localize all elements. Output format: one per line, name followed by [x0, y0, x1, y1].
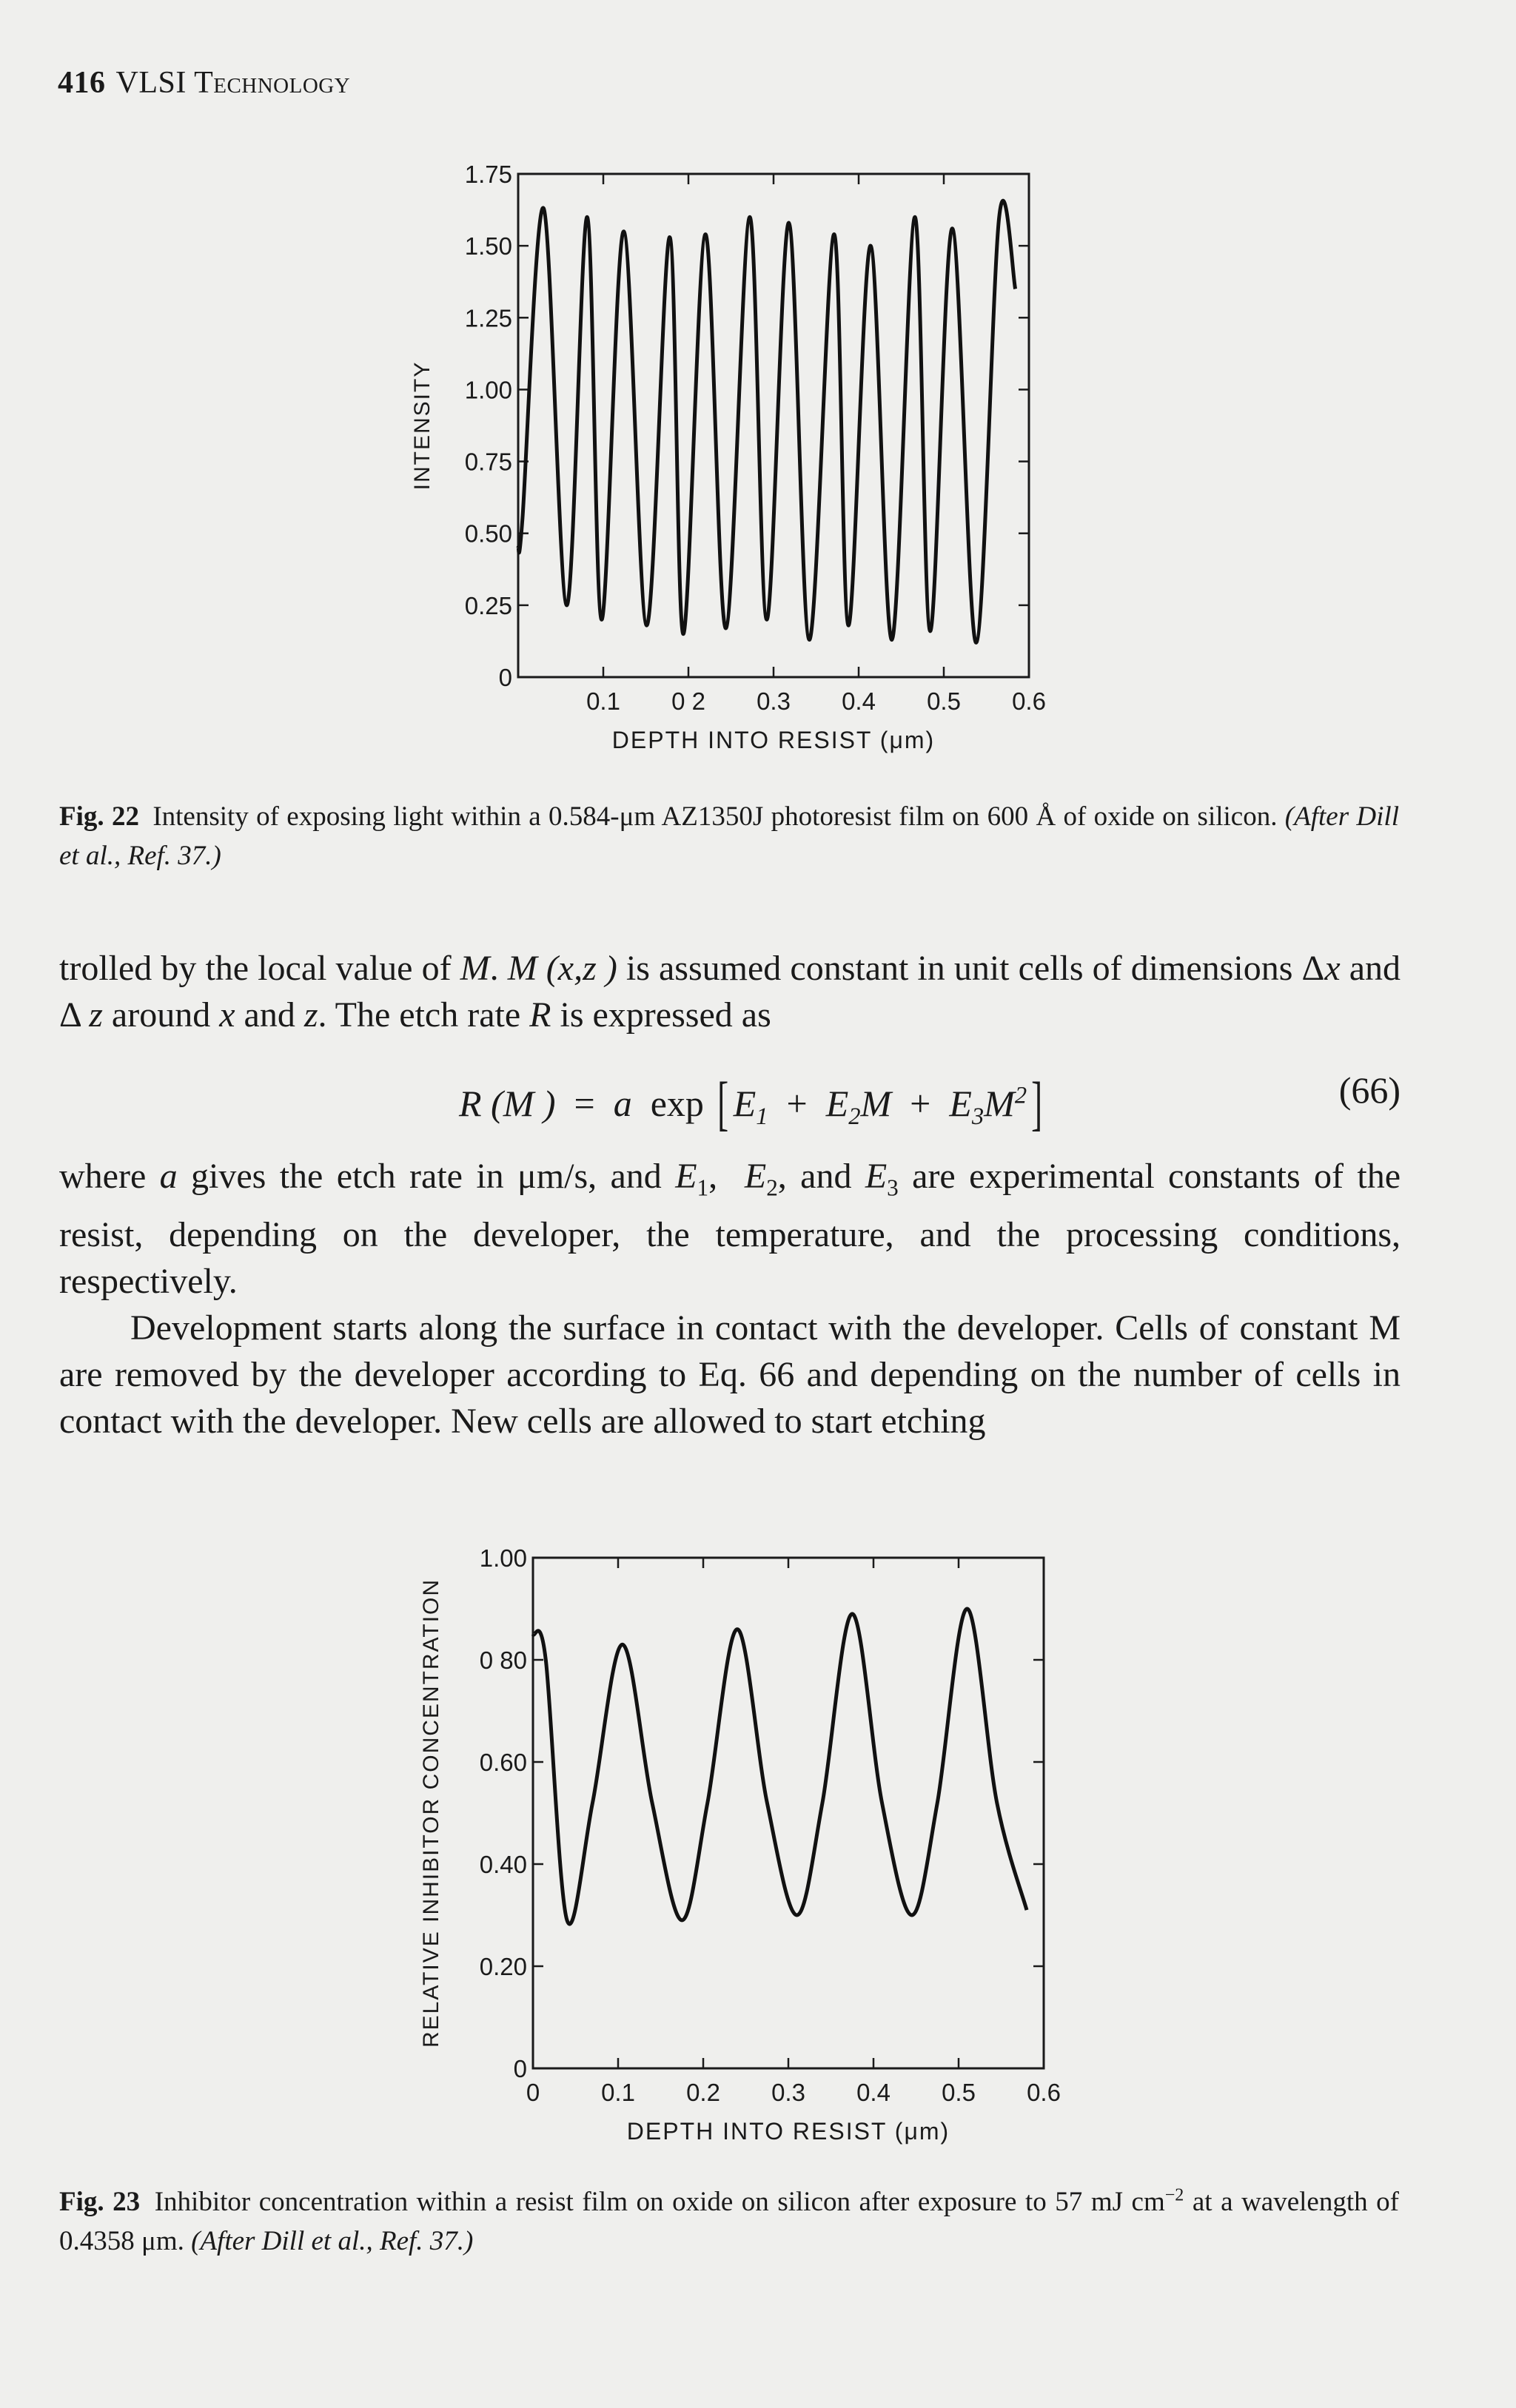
figure-23-source: (After Dill et al., Ref. 37.)	[191, 2225, 474, 2256]
y-tick-label: 1.50	[464, 232, 512, 260]
x-tick-label: 0.5	[942, 2079, 976, 2106]
body-paragraph-3: Development starts along the surface in contact with the developer. Cells of constant M are removed by the developer according to Eq. 66 and depending on the number of cells in contact with the developer. New cells are allowed to start etching	[59, 1308, 1401, 1441]
x-tick-label: 0.5	[927, 687, 961, 715]
y-tick-label: 0	[513, 2055, 527, 2082]
y-tick-label: 0.75	[464, 448, 512, 476]
x-tick-label: 0 2	[671, 687, 705, 715]
figure-23-caption-text: Inhibitor concentration within a resist film on oxide on silicon after exposure to 57 mJ $cm^{-2}$ at a wavelength of 0.4358 μm.	[59, 2186, 1399, 2256]
x-tick-label: 0.2	[686, 2079, 720, 2106]
equation-66	[59, 1055, 1401, 1137]
x-tick-label: 0.6	[1012, 687, 1046, 715]
x-axis-label: DEPTH INTO RESIST (μm)	[626, 2118, 950, 2145]
body-paragraph-2: where a gives the etch rate in μm/s, and $E_1$, $E_2$, and $E_3$ are experimental constants of the resist, depending on the developer, the temperature, and the processing conditions, respectively. Development starts along the surface in contact with the developer. Cells of constant M are removed by the developer according to Eq. 66 and depending on the number of cells in contact with the developer. New cells are allowed to start etching	[59, 1153, 1401, 1445]
y-axis-label: RELATIVE INHIBITOR CONCENTRATION	[419, 1578, 443, 2048]
y-tick-label: 1.25	[464, 304, 512, 332]
y-tick-label: 0.20	[479, 1953, 527, 1980]
figure-23-label: Fig. 23	[59, 2187, 141, 2218]
y-tick-label: 0 80	[479, 1647, 527, 1674]
plot-frame	[533, 1558, 1044, 2068]
equation-number: (66)	[1338, 1069, 1401, 1111]
running-head	[58, 65, 350, 101]
x-tick-label: 0.3	[771, 2079, 805, 2106]
x-tick-label: 0.3	[757, 687, 791, 715]
x-tick-label: 0.4	[856, 2079, 891, 2106]
page-number: 416	[58, 66, 106, 100]
x-tick-label: 0.6	[1027, 2079, 1061, 2106]
figure-22-label: Fig. 22	[59, 801, 139, 832]
y-axis-label: INTENSITY	[410, 360, 435, 491]
figure-23-chart	[415, 1528, 1096, 2150]
series-line	[533, 1609, 1027, 1924]
y-tick-label: 0.40	[479, 1851, 527, 1878]
figure-22-caption-text: Intensity of exposing light within a 0.584-μm AZ1350J photoresist film on 600 Å of oxide on silicon.	[152, 801, 1278, 832]
equation-body: R (M ) = a exp [ $E_1 + E_2M + E_3M^2$]	[459, 1069, 1043, 1137]
figure-22-caption	[59, 798, 1399, 875]
y-tick-label: 0.25	[464, 591, 512, 619]
x-tick-label: 0.1	[586, 687, 620, 715]
figure-23-caption	[59, 2183, 1399, 2261]
x-axis-label: DEPTH INTO RESIST (μm)	[611, 727, 936, 753]
x-tick-label: 0.4	[842, 687, 876, 715]
body-paragraph-1: trolled by the local value of M. M (x,z ) is assumed constant in unit cells of dimensions Δx and Δ z around x and z. The etch rate R is expressed as	[59, 949, 1401, 1035]
series-line	[518, 201, 1016, 642]
running-title: VLSI Technology	[115, 66, 351, 100]
y-tick-label: 0.60	[479, 1749, 527, 1776]
figure-22-source: (After Dill et al., Ref. 37.)	[59, 801, 1399, 871]
figure-22-chart	[400, 152, 1081, 766]
y-tick-label: 0.50	[464, 519, 512, 548]
x-tick-label: 0	[526, 2079, 540, 2106]
x-tick-label: 0.1	[601, 2079, 635, 2106]
y-tick-label: 1.00	[464, 376, 512, 404]
y-tick-label: 0	[498, 664, 512, 691]
y-tick-label: 1.75	[464, 161, 512, 188]
y-tick-label: 1.00	[479, 1544, 527, 1572]
